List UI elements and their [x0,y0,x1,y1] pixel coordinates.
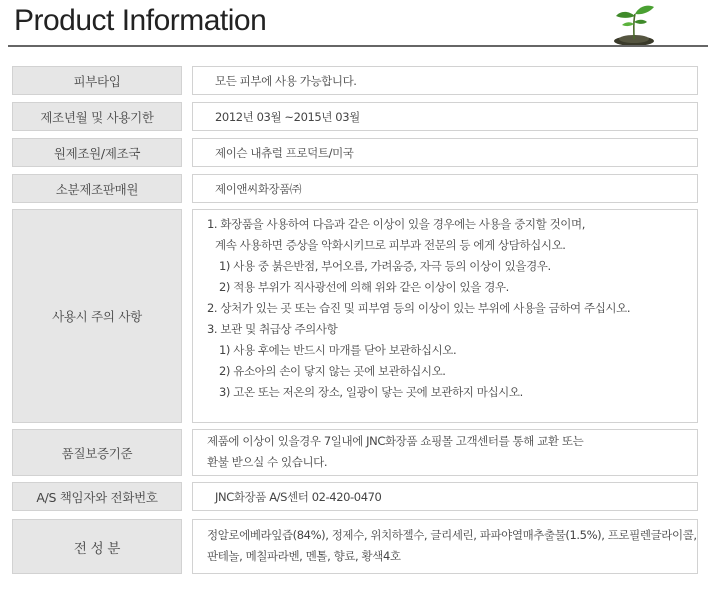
row-label: 품질보증기준 [12,429,182,476]
guarantee-line: 제품에 이상이 있을경우 7일내에 JNC화장품 쇼핑몰 고객센터를 통해 교환 또는 [207,434,584,448]
precaution-line: 3) 고온 또는 저온의 장소, 일광이 닿는 곳에 보관하지 마십시오. [219,385,523,399]
info-row-distributor [12,174,698,203]
row-value: 2012년 03월 ~2015년 03월 [192,102,698,131]
row-label: 원제조원/제조국 [12,138,182,167]
info-row-quality-guarantee [12,429,698,476]
row-value [192,519,698,574]
row-label: 소분제조판매원 [12,174,182,203]
precaution-line: 1) 사용 후에는 반드시 마개를 닫아 보관하십시오. [219,343,457,357]
info-row-precautions [12,209,698,423]
info-row-manufacture-date [12,102,698,131]
precaution-line: 계속 사용하면 증상을 악화시키므로 피부과 전문의 등 에게 상담하십시오. [215,238,566,252]
row-label: 제조년월 및 사용기한 [12,102,182,131]
precaution-line: 3. 보관 및 취급상 주의사항 [207,322,338,336]
info-row-ingredients [12,519,698,574]
row-label: 전 성 분 [12,519,182,574]
row-label: 사용시 주의 사항 [12,209,182,423]
precaution-line: 2) 적용 부위가 직사광선에 의해 위와 같은 이상이 있을 경우. [219,280,509,294]
info-row-skin-type [12,66,698,95]
ingredient-line: 정알로에베라잎즙(84%), 정제수, 위치하젤수, 글리세린, 파파야열매추출물(1.5%), 프로필렌글라이콜, [207,528,697,542]
row-value: 모든 피부에 사용 가능합니다. [192,66,698,95]
ingredient-line: 판테놀, 메칠파라벤, 멘톨, 향료, 황색4호 [207,549,401,563]
row-value: JNC화장품 A/S센터 02-420-0470 [192,482,698,511]
row-value [192,209,698,423]
row-value: 제이앤씨화장품㈜ [192,174,698,203]
plant-sprout-icon [608,2,660,46]
row-value: 제이슨 내츄럴 프로덕트/미국 [192,138,698,167]
row-label: A/S 책임자와 전화번호 [12,482,182,511]
info-row-manufacturer [12,138,698,167]
row-value [192,429,698,476]
precaution-line: 1. 화장품을 사용하여 다음과 같은 이상이 있을 경우에는 사용을 중지할 것이며, [207,217,585,231]
title-divider [8,45,708,47]
row-label: 피부타입 [12,66,182,95]
guarantee-line: 환불 받으실 수 있습니다. [207,455,328,469]
precaution-line: 2) 유소아의 손이 닿지 않는 곳에 보관하십시오. [219,364,446,378]
page-title: Product Information [14,4,267,37]
precaution-line: 1) 사용 중 붉은반점, 부어오름, 가려움증, 자극 등의 이상이 있을경우. [219,259,551,273]
info-row-after-service [12,482,698,511]
precaution-line: 2. 상처가 있는 곳 또는 습진 및 피부염 등의 이상이 있는 부위에 사용을 금하여 주십시오. [207,301,631,315]
